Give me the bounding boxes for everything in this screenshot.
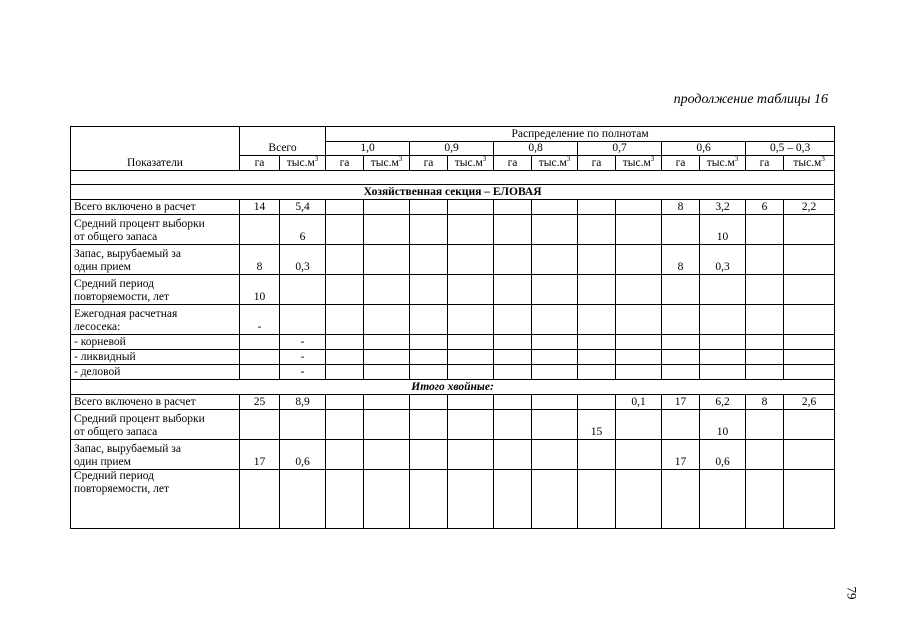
table-cell [616, 200, 662, 215]
table-cell [578, 275, 616, 305]
table-cell [280, 410, 326, 440]
table-cell [494, 305, 532, 335]
table-cell [532, 365, 578, 380]
unit-volume-superscript: 3 [566, 155, 571, 164]
table-cell [410, 395, 448, 410]
table-cell: 10 [700, 410, 746, 440]
row-label-line: - ликвидный [74, 351, 136, 363]
header-total: Всего [240, 127, 326, 156]
row-label [71, 395, 240, 410]
table-cell: 6 [746, 200, 784, 215]
table-cell [784, 440, 835, 470]
table-cell [494, 395, 532, 410]
table-row [71, 335, 835, 350]
table-cell [578, 470, 616, 529]
header-indicators: Показатели [71, 127, 240, 171]
header-density: 0,6 [662, 142, 746, 156]
table-cell [280, 470, 326, 529]
table-cell: - [280, 365, 326, 380]
table-cell [494, 410, 532, 440]
table-cell [494, 365, 532, 380]
table-cell [240, 335, 280, 350]
table-cell [662, 275, 700, 305]
table-cell [494, 350, 532, 365]
header-unit-ha: га [326, 156, 364, 171]
row-label-line: - деловой [74, 366, 121, 378]
table-cell [616, 440, 662, 470]
unit-volume-superscript: 3 [821, 155, 825, 164]
table-cell [364, 305, 410, 335]
table-cell [784, 410, 835, 440]
table-cell [784, 305, 835, 335]
table-cell [240, 470, 280, 529]
unit-volume-superscript: 3 [734, 155, 739, 164]
table-cell [448, 275, 494, 305]
row-label-line: Запас, вырубаемый за [74, 443, 181, 455]
table-cell [326, 350, 364, 365]
table-caption: продолжение таблицы 16 [673, 92, 828, 107]
table-row [71, 275, 835, 305]
table-cell [448, 410, 494, 440]
table-cell [410, 200, 448, 215]
table-cell [616, 275, 662, 305]
table-cell [746, 215, 784, 245]
header-unit-ha: га [494, 156, 532, 171]
table-cell: 0,1 [616, 395, 662, 410]
table-cell [364, 470, 410, 529]
unit-volume-superscript: 3 [482, 155, 487, 164]
table-cell [784, 245, 835, 275]
table-cell [280, 305, 326, 335]
row-label-line: от общего запаса [74, 426, 158, 438]
row-label-line: Средний процент выборки [74, 218, 205, 230]
table-cell [532, 350, 578, 365]
table-cell [326, 305, 364, 335]
table-cell: 2,2 [784, 200, 835, 215]
table-cell: 0,6 [700, 440, 746, 470]
row-label-line: Всего включено в расчет [74, 201, 196, 213]
table-cell [448, 395, 494, 410]
table-cell [532, 335, 578, 350]
unit-volume-text: тыс.м [706, 157, 735, 169]
row-label-line: один прием [74, 456, 131, 468]
header-unit-ha: га [240, 156, 280, 171]
table-cell: 17 [240, 440, 280, 470]
table-cell [532, 305, 578, 335]
row-label-line: Средний период [74, 278, 154, 290]
table-cell [494, 275, 532, 305]
table-row [71, 245, 835, 275]
row-label-line: Средний период [74, 470, 154, 482]
table-cell [700, 350, 746, 365]
table-cell [410, 335, 448, 350]
table-cell [746, 335, 784, 350]
table-cell [326, 200, 364, 215]
table-cell [532, 395, 578, 410]
table-cell [326, 275, 364, 305]
table-cell: 8 [662, 200, 700, 215]
table-cell [448, 365, 494, 380]
table-cell: 17 [662, 440, 700, 470]
table-cell [784, 215, 835, 245]
table-cell [616, 335, 662, 350]
table-cell [364, 350, 410, 365]
table-cell [532, 200, 578, 215]
unit-volume-text: тыс.м [622, 157, 651, 169]
unit-volume-text: тыс.м [538, 157, 567, 169]
table-row [71, 410, 835, 440]
row-label-line: повторяемости, лет [74, 483, 170, 495]
table-cell [494, 440, 532, 470]
unit-volume-text: тыс.м [286, 157, 315, 169]
row-label-line: Всего включено в расчет [74, 396, 196, 408]
table-cell [410, 365, 448, 380]
table-cell [410, 245, 448, 275]
header-unit-volume [448, 156, 494, 171]
table-cell [784, 335, 835, 350]
table-cell [410, 305, 448, 335]
table-cell [578, 350, 616, 365]
table-cell [746, 350, 784, 365]
header-unit-ha: га [410, 156, 448, 171]
row-label-line: повторяемости, лет [74, 291, 170, 303]
table-cell [700, 470, 746, 529]
unit-volume-text: тыс.м [793, 157, 822, 169]
table-cell [364, 395, 410, 410]
table-cell [364, 215, 410, 245]
row-label [71, 275, 240, 305]
table-cell [326, 365, 364, 380]
table-cell [448, 200, 494, 215]
page-number: 79 [844, 586, 860, 600]
row-label [71, 335, 240, 350]
table-row [71, 350, 835, 365]
table-cell [784, 365, 835, 380]
table-cell [700, 365, 746, 380]
table-cell [364, 365, 410, 380]
unit-volume-superscript: 3 [398, 155, 403, 164]
table-cell [410, 275, 448, 305]
row-label [71, 245, 240, 275]
table-cell [578, 395, 616, 410]
table-cell [662, 215, 700, 245]
table-cell: 3,2 [700, 200, 746, 215]
table-cell [578, 215, 616, 245]
table-cell: 8 [746, 395, 784, 410]
table-cell [448, 335, 494, 350]
table-cell [746, 410, 784, 440]
table-cell: 14 [240, 200, 280, 215]
row-label [71, 305, 240, 335]
table-cell: 25 [240, 395, 280, 410]
table-cell: 8 [240, 245, 280, 275]
spacer-row [71, 171, 835, 185]
table-cell [364, 275, 410, 305]
table-cell [532, 410, 578, 440]
header-unit-volume [532, 156, 578, 171]
table-cell [784, 350, 835, 365]
table-cell: 0,3 [280, 245, 326, 275]
table-cell [700, 335, 746, 350]
unit-volume-superscript: 3 [650, 155, 655, 164]
table-cell [410, 440, 448, 470]
table-cell [746, 365, 784, 380]
table-cell [616, 365, 662, 380]
row-label [71, 215, 240, 245]
header-density: 0,7 [578, 142, 662, 156]
section-title: Итого хвойные: [71, 380, 835, 395]
header-density: 0,9 [410, 142, 494, 156]
table-cell [494, 200, 532, 215]
table-row [71, 395, 835, 410]
table-cell [746, 470, 784, 529]
row-label-line: лесосека: [74, 321, 121, 333]
table-cell [784, 275, 835, 305]
table-cell [700, 275, 746, 305]
table-cell [326, 245, 364, 275]
table-cell [364, 335, 410, 350]
table-cell: 17 [662, 395, 700, 410]
table-cell [532, 245, 578, 275]
table-cell [240, 350, 280, 365]
table-cell [662, 410, 700, 440]
table-cell [662, 350, 700, 365]
table-cell [240, 215, 280, 245]
table-cell [616, 410, 662, 440]
table-cell [326, 470, 364, 529]
row-label-line: от общего запаса [74, 231, 158, 243]
table-cell [410, 410, 448, 440]
table-cell [326, 410, 364, 440]
table-cell: - [280, 350, 326, 365]
table-cell [532, 440, 578, 470]
row-label-line: Запас, вырубаемый за [74, 248, 181, 260]
table-row [71, 215, 835, 245]
table-cell [448, 245, 494, 275]
table-cell [448, 305, 494, 335]
table-cell [410, 350, 448, 365]
table-row [71, 305, 835, 335]
header-unit-volume [784, 156, 835, 171]
table-cell: - [240, 305, 280, 335]
table-row [71, 200, 835, 215]
row-label [71, 410, 240, 440]
table-cell [240, 365, 280, 380]
table-cell [746, 305, 784, 335]
header-unit-ha: га [662, 156, 700, 171]
table-cell: 6,2 [700, 395, 746, 410]
table-cell: 10 [240, 275, 280, 305]
table-cell [532, 275, 578, 305]
table-cell [662, 365, 700, 380]
table-cell [494, 335, 532, 350]
table-cell: 2,6 [784, 395, 835, 410]
table-cell [746, 245, 784, 275]
table-row [71, 440, 835, 470]
table-cell [448, 215, 494, 245]
table-cell [364, 440, 410, 470]
header-unit-volume [364, 156, 410, 171]
table-cell [616, 245, 662, 275]
table-cell [364, 410, 410, 440]
table-cell [410, 470, 448, 529]
table-cell [494, 470, 532, 529]
table-cell [532, 215, 578, 245]
table-cell [326, 215, 364, 245]
header-distribution: Распределение по полнотам [326, 127, 835, 142]
table-row [71, 470, 835, 529]
table-cell [326, 335, 364, 350]
table-cell [616, 470, 662, 529]
table-cell [326, 395, 364, 410]
table-cell [280, 275, 326, 305]
data-table [70, 126, 835, 529]
table-cell [448, 470, 494, 529]
table-cell [578, 440, 616, 470]
header-density: 1,0 [326, 142, 410, 156]
table-cell [494, 215, 532, 245]
table-cell [616, 350, 662, 365]
header-unit-volume [616, 156, 662, 171]
table-cell [578, 200, 616, 215]
table-row [71, 365, 835, 380]
table-cell [784, 470, 835, 529]
row-label-line: - корневой [74, 336, 126, 348]
table-cell [662, 305, 700, 335]
table-cell [410, 215, 448, 245]
row-label-line: Средний процент выборки [74, 413, 205, 425]
table-cell [578, 305, 616, 335]
row-label-line: один прием [74, 261, 131, 273]
table-cell [746, 275, 784, 305]
row-label [71, 350, 240, 365]
table-cell [326, 440, 364, 470]
header-unit-ha: га [746, 156, 784, 171]
table-cell: 5,4 [280, 200, 326, 215]
row-label [71, 200, 240, 215]
table-cell: 10 [700, 215, 746, 245]
table-cell [662, 335, 700, 350]
header-density: 0,5 – 0,3 [746, 142, 835, 156]
table-cell [746, 440, 784, 470]
table-cell [616, 215, 662, 245]
row-label [71, 365, 240, 380]
table-cell: - [280, 335, 326, 350]
table-cell [578, 245, 616, 275]
table-cell [448, 440, 494, 470]
table-cell: 0,3 [700, 245, 746, 275]
header-unit-volume [700, 156, 746, 171]
table-cell [578, 365, 616, 380]
table-cell: 15 [578, 410, 616, 440]
table-cell [448, 350, 494, 365]
table-cell: 6 [280, 215, 326, 245]
table-cell [364, 200, 410, 215]
unit-volume-superscript: 3 [314, 155, 319, 164]
table-cell [240, 410, 280, 440]
header-unit-volume [280, 156, 326, 171]
row-label [71, 440, 240, 470]
table-cell [700, 305, 746, 335]
table-cell [532, 470, 578, 529]
header-density: 0,8 [494, 142, 578, 156]
unit-volume-text: тыс.м [370, 157, 399, 169]
table-cell [494, 245, 532, 275]
row-label-line: Ежегодная расчетная [74, 308, 178, 320]
unit-volume-text: тыс.м [454, 157, 483, 169]
table-cell [364, 245, 410, 275]
row-label [71, 470, 240, 529]
table-cell: 0,6 [280, 440, 326, 470]
table-cell [662, 470, 700, 529]
table-cell: 8 [662, 245, 700, 275]
table-cell [578, 335, 616, 350]
table-cell: 8,9 [280, 395, 326, 410]
header-unit-ha: га [578, 156, 616, 171]
table-cell [616, 305, 662, 335]
section-title: Хозяйственная секция – ЕЛОВАЯ [71, 185, 835, 200]
